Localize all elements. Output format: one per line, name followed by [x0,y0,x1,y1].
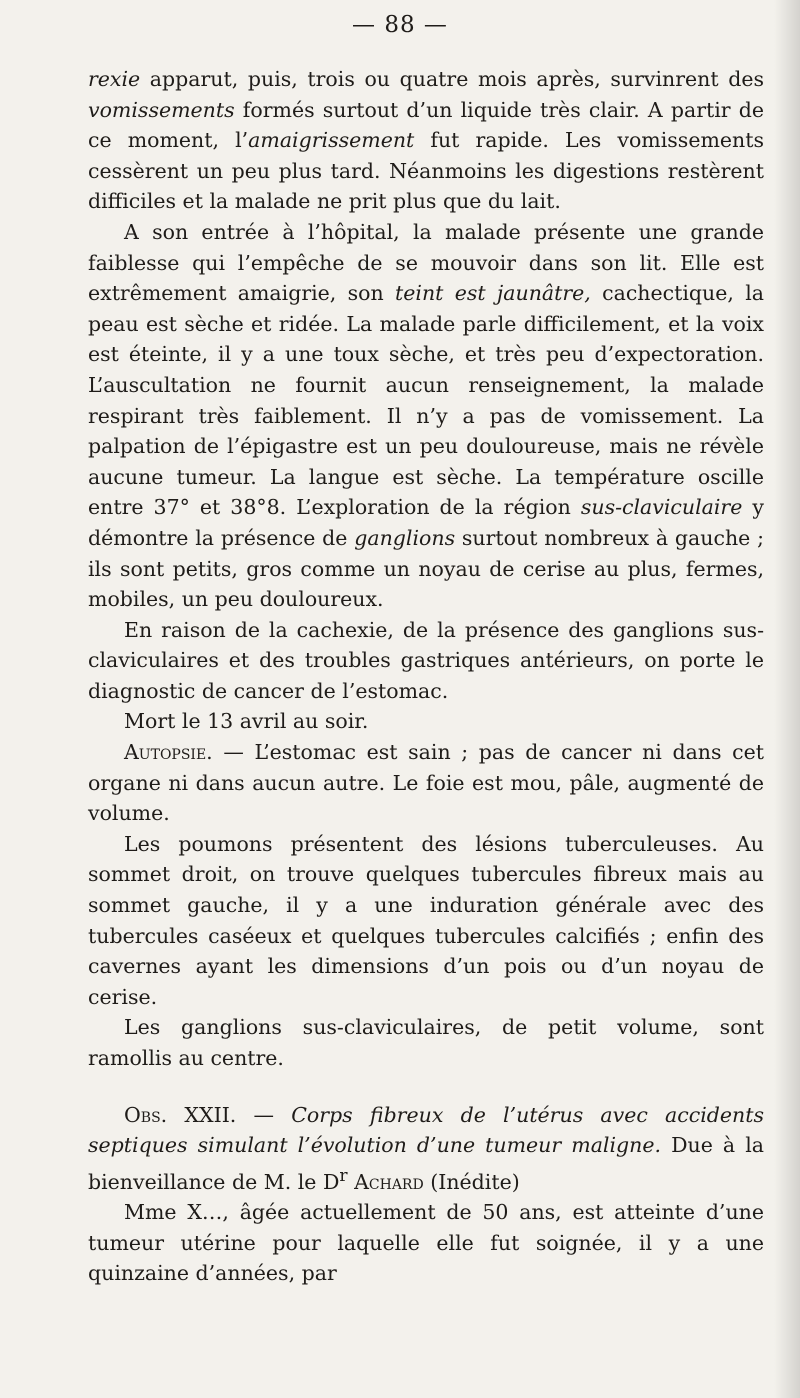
page-number: — 88 — [352,12,448,38]
paragraph-4: Mort le 13 avril au soir. [124,709,369,734]
paragraph-3: En raison de la cachexie, de la présence des ganglions sus-claviculaires et des troubles gastriques antérieurs, on porte le diagnostic de cancer de l’estomac. [88,617,764,703]
author-name: Achard [354,1169,424,1194]
italic-term: ganglions [354,525,456,550]
body-text [88,64,764,1289]
observation-title: Corps fibreux de l’utérus avec accidents septiques simulant l’évolution d’une tumeur maligne. [88,1102,764,1158]
italic-term: vomissements [88,97,235,122]
italic-term: teint est jaunâtre, [395,281,591,306]
italic-term: rexie [88,67,141,91]
section-label: Autopsie. [124,740,213,765]
paragraph-2: A son entrée à l’hôpital, la malade présente une grande faiblesse qui l’empêche de se mouvoir dans son lit. Elle est extrêmement amaigrie, son teint est jaunâtre, cachectique, la peau est sèche et ridée. La malade parle difficilement, et la voix est éteinte, il y a une toux sèche, et très peu d’expectoration. L’auscultation ne fournit aucun renseignement, la malade respirant très faiblement. Il n’y a pas de vomissement. La palpation de l’épigastre est un peu douloureuse, mais ne révèle aucune tumeur. La langue est sèche. La température oscille entre 37° et 38°8. L’exploration de la région sus-claviculaire y démontre la présence de ganglions surtout nombreux à gauche ; ils sont petits, gros comme un noyau de cerise au plus, fermes, mobiles, un peu douloureux. [88,219,765,612]
paragraph-9: Mme X…, âgée actuellement de 50 ans, est atteinte d’une tumeur utérine pour laquelle elle fut soignée, il y a une quinzaine d’années, par [88,1200,764,1286]
paragraph-autopsy: Autopsie. — L’estomac est sain ; pas de cancer ni dans cet organe ni dans aucun autre. Le foie est mou, pâle, augmenté de volume. [88,740,764,826]
observation-number: Obs. XXII. [124,1102,237,1127]
observation-heading: Obs. XXII. — Corps fibreux de l’utérus avec accidents septiques simulant l’évolution d’une tumeur maligne. Due à la bienveillance de M. le $D^r$ Achard (Inédite) [88,1102,764,1194]
page-edge-shadow [774,0,800,1398]
italic-term: amaigrissement [248,128,415,153]
paragraph-7: Les ganglions sus-claviculaires, de petit volume, sont ramollis au centre. [88,1015,764,1070]
paragraph-1: rexie apparut, puis, trois ou quatre mois après, survinrent des vomissements formés surtout d’un liquide très clair. A partir de ce moment, l’amaigrissement fut rapide. Les vomissements cessèrent un peu plus tard. Néanmoins les digestions restèrent difficiles et la malade ne prit plus que du lait. [88,67,764,214]
italic-term: sus-claviculaire [580,495,743,520]
paragraph-6: Les poumons présentent des lésions tuberculeuses. Au sommet droit, on trouve quelques tubercules fibreux mais au sommet gauche, il y a une induration générale avec des tubercules caséeux et quelques tubercules calcifiés ; enfin des cavernes ayant les dimensions d’un pois ou d’un noyau de cerise. [88,831,764,1009]
